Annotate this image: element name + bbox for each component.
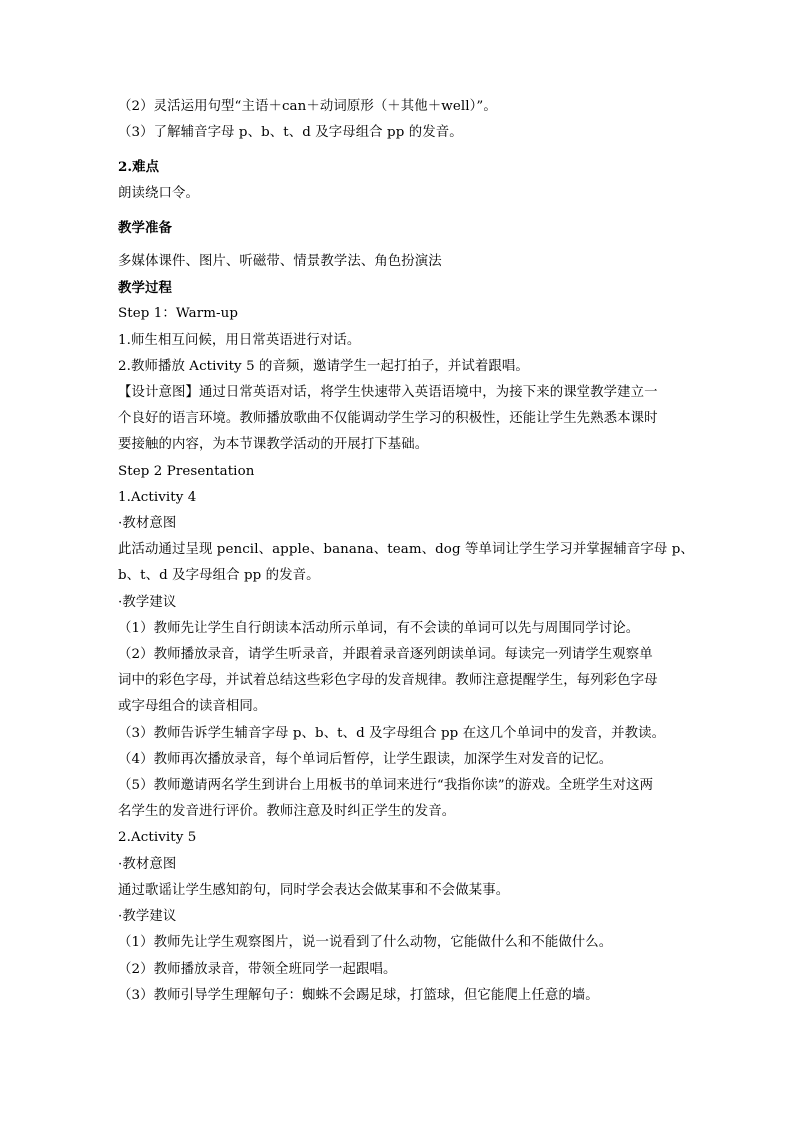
text-line-15: 1.Activity 4: [118, 489, 197, 505]
text-line-30: 通过歌谣让学生感知韵句，同时学会表达会做某事和不会做某事。: [118, 882, 510, 898]
text-line-31: ·教学建议: [118, 909, 177, 925]
text-line-25: （4）教师再次播放录音，每个单词后暂停，让学生跟读，加深学生对发音的记忆。: [118, 751, 613, 767]
section-heading-process: 教学过程: [118, 280, 172, 297]
text-line-19: ·教学建议: [118, 594, 177, 610]
text-line-10: 2.教师播放 Activity 5 的音频，邀请学生一起打拍子，并试着跟唱。: [118, 358, 529, 374]
text-line-20: （1）教师先让学生自行朗读本活动所示单词，有不会读的单词可以先与周围同学讨论。: [118, 620, 640, 636]
text-line-14: Step 2 Presentation: [118, 463, 255, 479]
text-line-11: 【设计意图】通过日常英语对话，将学生快速带入英语语境中，为接下来的课堂教学建立一: [118, 385, 658, 401]
text-line-9: 1.师生相互问候，用日常英语进行对话。: [118, 332, 361, 348]
text-line-17: 此活动通过呈现 pencil、apple、banana、team、dog 等单词让学生学习并掌握辅音字母 p、: [118, 542, 694, 558]
text-line-1: （2）灵活运用句型“主语＋can＋动词原形（＋其他＋well）”。: [118, 99, 497, 114]
text-line-26: （5）教师邀请两名学生到讲台上用板书的单词来进行“我指你读”的游戏。全班学生对这两: [118, 778, 654, 794]
text-line-4: 朗读绕口令。: [118, 185, 199, 201]
text-line-16: ·教材意图: [118, 516, 177, 532]
text-line-24: （3）教师告诉学生辅音字母 p、b、t、d 及字母组合 pp 在这几个单词中的发音，并教读。: [118, 725, 666, 741]
text-line-27: 名学生的发音进行评价。教师注意及时纠正学生的发音。: [118, 804, 456, 820]
text-line-29: ·教材意图: [118, 856, 177, 872]
spacer: [118, 241, 678, 249]
text-line-23: 或字母组合的读音相同。: [118, 699, 267, 715]
spacer: [118, 146, 678, 154]
text-line-8: Step 1：Warm-up: [118, 306, 239, 322]
text-line-13: 要接触的内容，为本节课教学活动的开展打下基础。: [118, 437, 429, 453]
section-heading-preparation: 教学准备: [118, 219, 172, 236]
text-line-28: 2.Activity 5: [118, 830, 197, 846]
text-line-18: b、t、d 及字母组合 pp 的发音。: [118, 568, 320, 584]
text-line-21: （2）教师播放录音，请学生听录音，并跟着录音逐列朗读单词。每读完一列请学生观察单: [118, 647, 653, 663]
text-line-6: 多媒体课件、图片、听磁带、情景教学法、角色扮演法: [118, 254, 442, 270]
text-line-33: （2）教师播放录音，带领全班同学一起跟唱。: [118, 961, 397, 977]
section-heading-difficulty: 2.难点: [118, 159, 160, 176]
text-line-22: 词中的彩色字母，并试着总结这些彩色字母的发音规律。教师注意提醒学生，每列彩色字母: [118, 673, 658, 689]
text-line-32: （1）教师先让学生观察图片，说一说看到了什么动物，它能做什么和不能做什么。: [118, 935, 613, 951]
spacer: [118, 207, 678, 215]
text-line-2: （3）了解辅音字母 p、b、t、d 及字母组合 pp 的发音。: [118, 125, 463, 141]
text-line-12: 个良好的语言环境。教师播放歌曲不仅能调动学生学习的积极性，还能让学生先熟悉本课时: [118, 411, 658, 427]
document-body: [118, 94, 694, 1009]
text-line-34: （3）教师引导学生理解句子：蜘蛛不会踢足球，打篮球，但它能爬上任意的墙。: [118, 987, 599, 1003]
